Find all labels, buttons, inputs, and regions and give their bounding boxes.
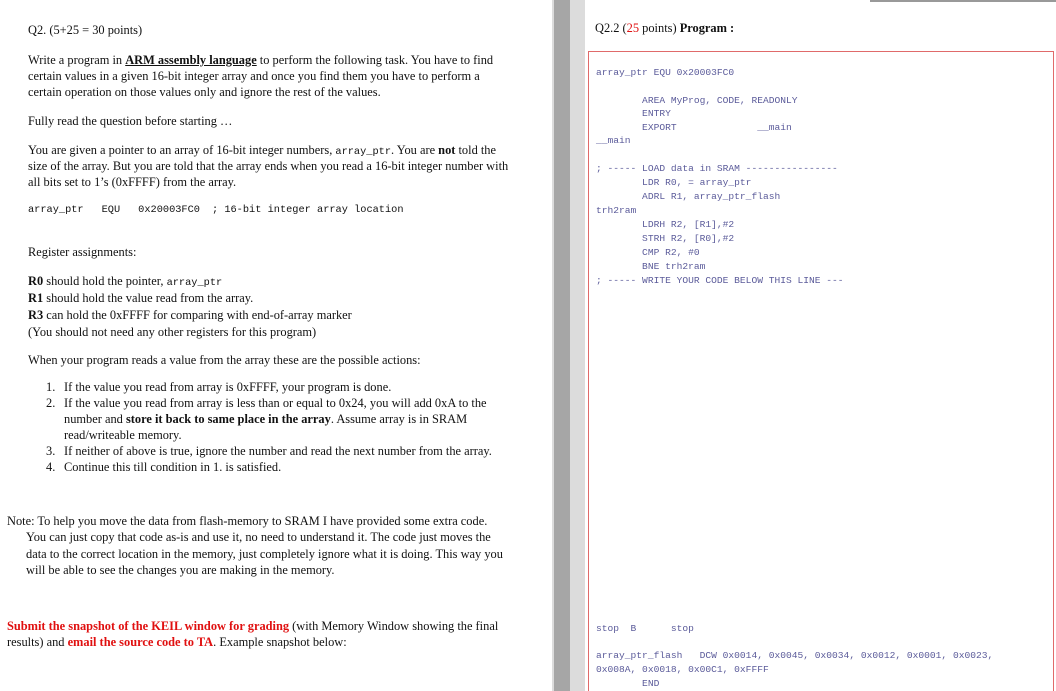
list-item-number: 4. xyxy=(46,460,56,474)
register-heading: Register assignments: xyxy=(28,245,137,259)
code-flash-line: array_ptr_flash DCW 0x0014, 0x0045, 0x0034, 0x0012, 0x0001, 0x0023, xyxy=(596,650,994,661)
actions-intro: When your program reads a value from the array these are the possible actions: xyxy=(28,353,421,367)
question-heading: Q2. (5+25 = 30 points) xyxy=(28,23,143,37)
intro-line-3: certain operation on those values only and ignore the rest of the values. xyxy=(28,85,381,99)
code-stop-line: stop B stop xyxy=(596,623,694,634)
list-item: If the value you read from array is less than or equal to 0x24, you will add 0xA to the xyxy=(64,396,487,410)
intro-line-1: Write a program in ARM assembly language to perform the following task. You have to find xyxy=(28,53,494,67)
list-item: If neither of above is true, ignore the number and read the next number from the array. xyxy=(64,444,492,458)
given-line-1: You are given a pointer to an array of 16-bit integer numbers, array_ptr. You are not told the xyxy=(28,143,496,158)
code-line: BNE trh2ram xyxy=(596,261,706,272)
code-line: ADRL R1, array_ptr_flash xyxy=(596,191,781,202)
r1-assignment: R1 should hold the value read from the array. xyxy=(28,291,254,305)
note-line: will be able to see the changes you are making in the memory. xyxy=(26,563,335,577)
top-rule xyxy=(870,0,1056,2)
submit-line-1: Submit the snapshot of the KEIL window for grading (with Memory Window showing the final xyxy=(7,619,499,633)
r0-assignment: R0 should hold the pointer, array_ptr xyxy=(28,274,223,289)
list-item-number: 1. xyxy=(46,380,56,394)
code-line: array_ptr EQU 0x20003FC0 xyxy=(596,67,735,78)
code-flash-line-continued: 0x008A, 0x0018, 0x00C1, 0xFFFF xyxy=(596,664,769,675)
arm-assembly-term: ARM assembly language xyxy=(125,53,257,67)
intro-line-2: certain values in a given 16-bit integer array and once you find them you have to perform a xyxy=(28,69,480,83)
given-line-2: size of the array. But you are told that the array ends when you read a 16-bit integer number with xyxy=(28,159,509,173)
program-title: Q2.2 (25 points) Program : xyxy=(595,21,735,35)
note-line: You can just copy that code as-is and use it, no need to understand it. The code just moves the xyxy=(26,530,491,544)
list-item-number: 3. xyxy=(46,444,56,458)
code-line: LDRH R2, [R1],#2 xyxy=(596,219,735,230)
code-line: EXPORT __main xyxy=(596,122,792,133)
submit-line-2: results) and email the source code to TA. Example snapshot below: xyxy=(7,635,347,649)
array-declaration: array_ptr EQU 0x20003FC0 ; 16-bit integer array location xyxy=(28,204,404,216)
list-item-number: 2. xyxy=(46,396,56,410)
code-line: AREA MyProg, CODE, READONLY xyxy=(596,95,798,106)
r3-assignment: R3 can hold the 0xFFFF for comparing with end-of-array marker xyxy=(28,308,352,322)
code-line: __main xyxy=(596,135,631,146)
code-line: STRH R2, [R0],#2 xyxy=(596,233,735,244)
given-line-3: all bits set to 1’s (0xFFFF) from the array. xyxy=(28,175,237,189)
code-line: CMP R2, #0 xyxy=(596,247,700,258)
code-line: ; ----- WRITE YOUR CODE BELOW THIS LINE --- xyxy=(596,275,844,286)
register-note: (You should not need any other registers for this program) xyxy=(28,325,317,339)
fully-read-note: Fully read the question before starting … xyxy=(28,114,233,128)
note-line: Note: To help you move the data from flash-memory to SRAM I have provided some extra code. xyxy=(7,514,488,528)
list-item-continued: number and store it back to same place in the array. Assume array is in SRAM xyxy=(64,412,468,426)
list-item: If the value you read from array is 0xFFFF, your program is done. xyxy=(64,380,392,394)
code-box xyxy=(588,51,1054,691)
code-line: LDR R0, = array_ptr xyxy=(596,177,752,188)
code-end-line: END xyxy=(596,678,660,689)
code-line: ; ----- LOAD data in SRAM ---------------- xyxy=(596,163,838,174)
list-item: Continue this till condition in 1. is satisfied. xyxy=(64,460,282,474)
list-item-continued: read/writeable memory. xyxy=(64,428,182,442)
code-line: ENTRY xyxy=(596,108,671,119)
note-line: data to the correct location in the memory, just completely ignore what it is doing. This way you xyxy=(26,547,503,561)
vertical-scrollbar[interactable] xyxy=(554,0,570,691)
code-line: trh2ram xyxy=(596,205,637,216)
